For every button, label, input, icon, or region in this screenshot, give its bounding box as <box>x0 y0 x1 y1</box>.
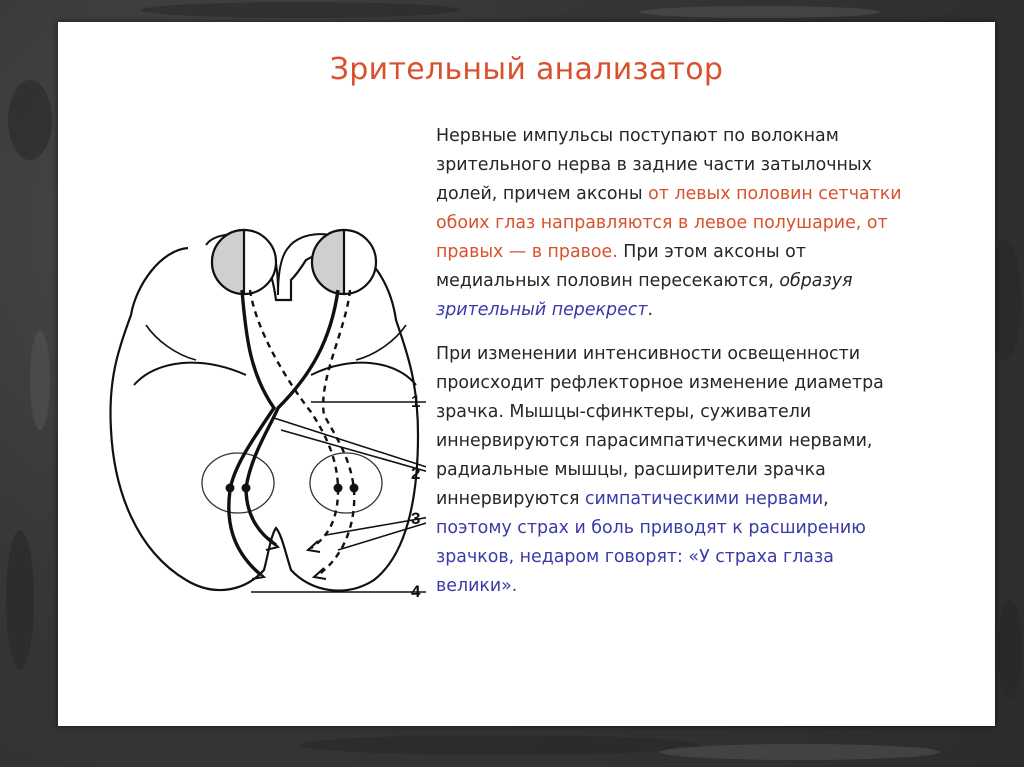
p2-line-1: При изменении интенсивности освещенности <box>436 344 861 364</box>
left-geniculate-oval <box>202 453 274 513</box>
right-eye <box>312 230 376 294</box>
p1-line-1: Нервные импульсы поступают по волокнам <box>436 126 839 146</box>
p2-line-6b: симпатическими нервами <box>584 489 824 509</box>
dashed-pathway-left-cross <box>250 290 338 548</box>
p1-line-3b: от левых половин сетчатки <box>648 184 902 204</box>
paragraph-pupil-reflex <box>436 340 976 601</box>
label-2: 2 <box>411 464 421 483</box>
p2-line-3: зрачка. Мышцы-сфинктеры, суживатели <box>436 402 812 422</box>
p2-line-4: иннервируются парасимпатическими нервами, <box>436 431 873 451</box>
p2-line-9: велики». <box>436 576 518 596</box>
p1-line-7-end: . <box>647 300 653 320</box>
paragraph-optic-pathway <box>436 122 976 325</box>
p2-line-2: происходит рефлекторное изменение диаметра <box>436 373 884 393</box>
right-nucleus-dot-1 <box>334 484 343 493</box>
p1-line-3a: долей, причем аксоны <box>436 184 649 204</box>
left-front-curve <box>146 325 196 360</box>
p1-line-5 <box>436 238 976 267</box>
p1-line-2: зрительного нерва в задние части затылочных <box>436 155 872 175</box>
p1-line-5a: правых — в правое. <box>436 242 618 262</box>
label-1: 1 <box>411 392 421 411</box>
p2-line-7: поэтому страх и боль приводят к расширению <box>436 518 866 538</box>
label-4: 4 <box>411 582 421 601</box>
p1-line-6a: медиальных половин пересекаются, <box>436 271 780 291</box>
p1-line-5b: При этом аксоны от <box>617 242 806 262</box>
leader-line-2a <box>274 418 426 470</box>
left-nucleus-dot-1 <box>226 484 235 493</box>
p1-line-3 <box>436 180 976 209</box>
p2-line-6a: иннервируются <box>436 489 585 509</box>
dashed-pathway-right <box>318 290 354 575</box>
p1-line-6 <box>436 267 976 296</box>
right-geniculate-oval <box>310 453 382 513</box>
label-3: 3 <box>411 509 421 528</box>
p2-line-5: радиальные мышцы, расширители зрачка <box>436 460 826 480</box>
p1-line-6b: образуя <box>779 271 853 291</box>
p2-line-6c: , <box>823 489 829 509</box>
right-nucleus-dot-2 <box>350 484 359 493</box>
left-lobe-curve <box>134 363 246 385</box>
left-eye <box>212 230 276 294</box>
visual-pathway-diagram <box>106 190 426 610</box>
left-nucleus-dot-2 <box>242 484 251 493</box>
p2-line-8: зрачков, недаром говорят: «У страха глаза <box>436 547 834 567</box>
p1-line-7 <box>436 296 976 325</box>
right-lobe-curve <box>311 363 416 385</box>
brain-outline <box>110 245 421 591</box>
slide <box>58 22 995 726</box>
slide-title: Зрительный анализатор <box>329 52 724 87</box>
p1-line-7-term: зрительный перекрест <box>436 300 648 320</box>
p2-line-6 <box>436 485 976 514</box>
p1-line-4: обоих глаз направляются в левое полушарие, от <box>436 213 888 233</box>
leader-line-2b <box>281 430 426 474</box>
